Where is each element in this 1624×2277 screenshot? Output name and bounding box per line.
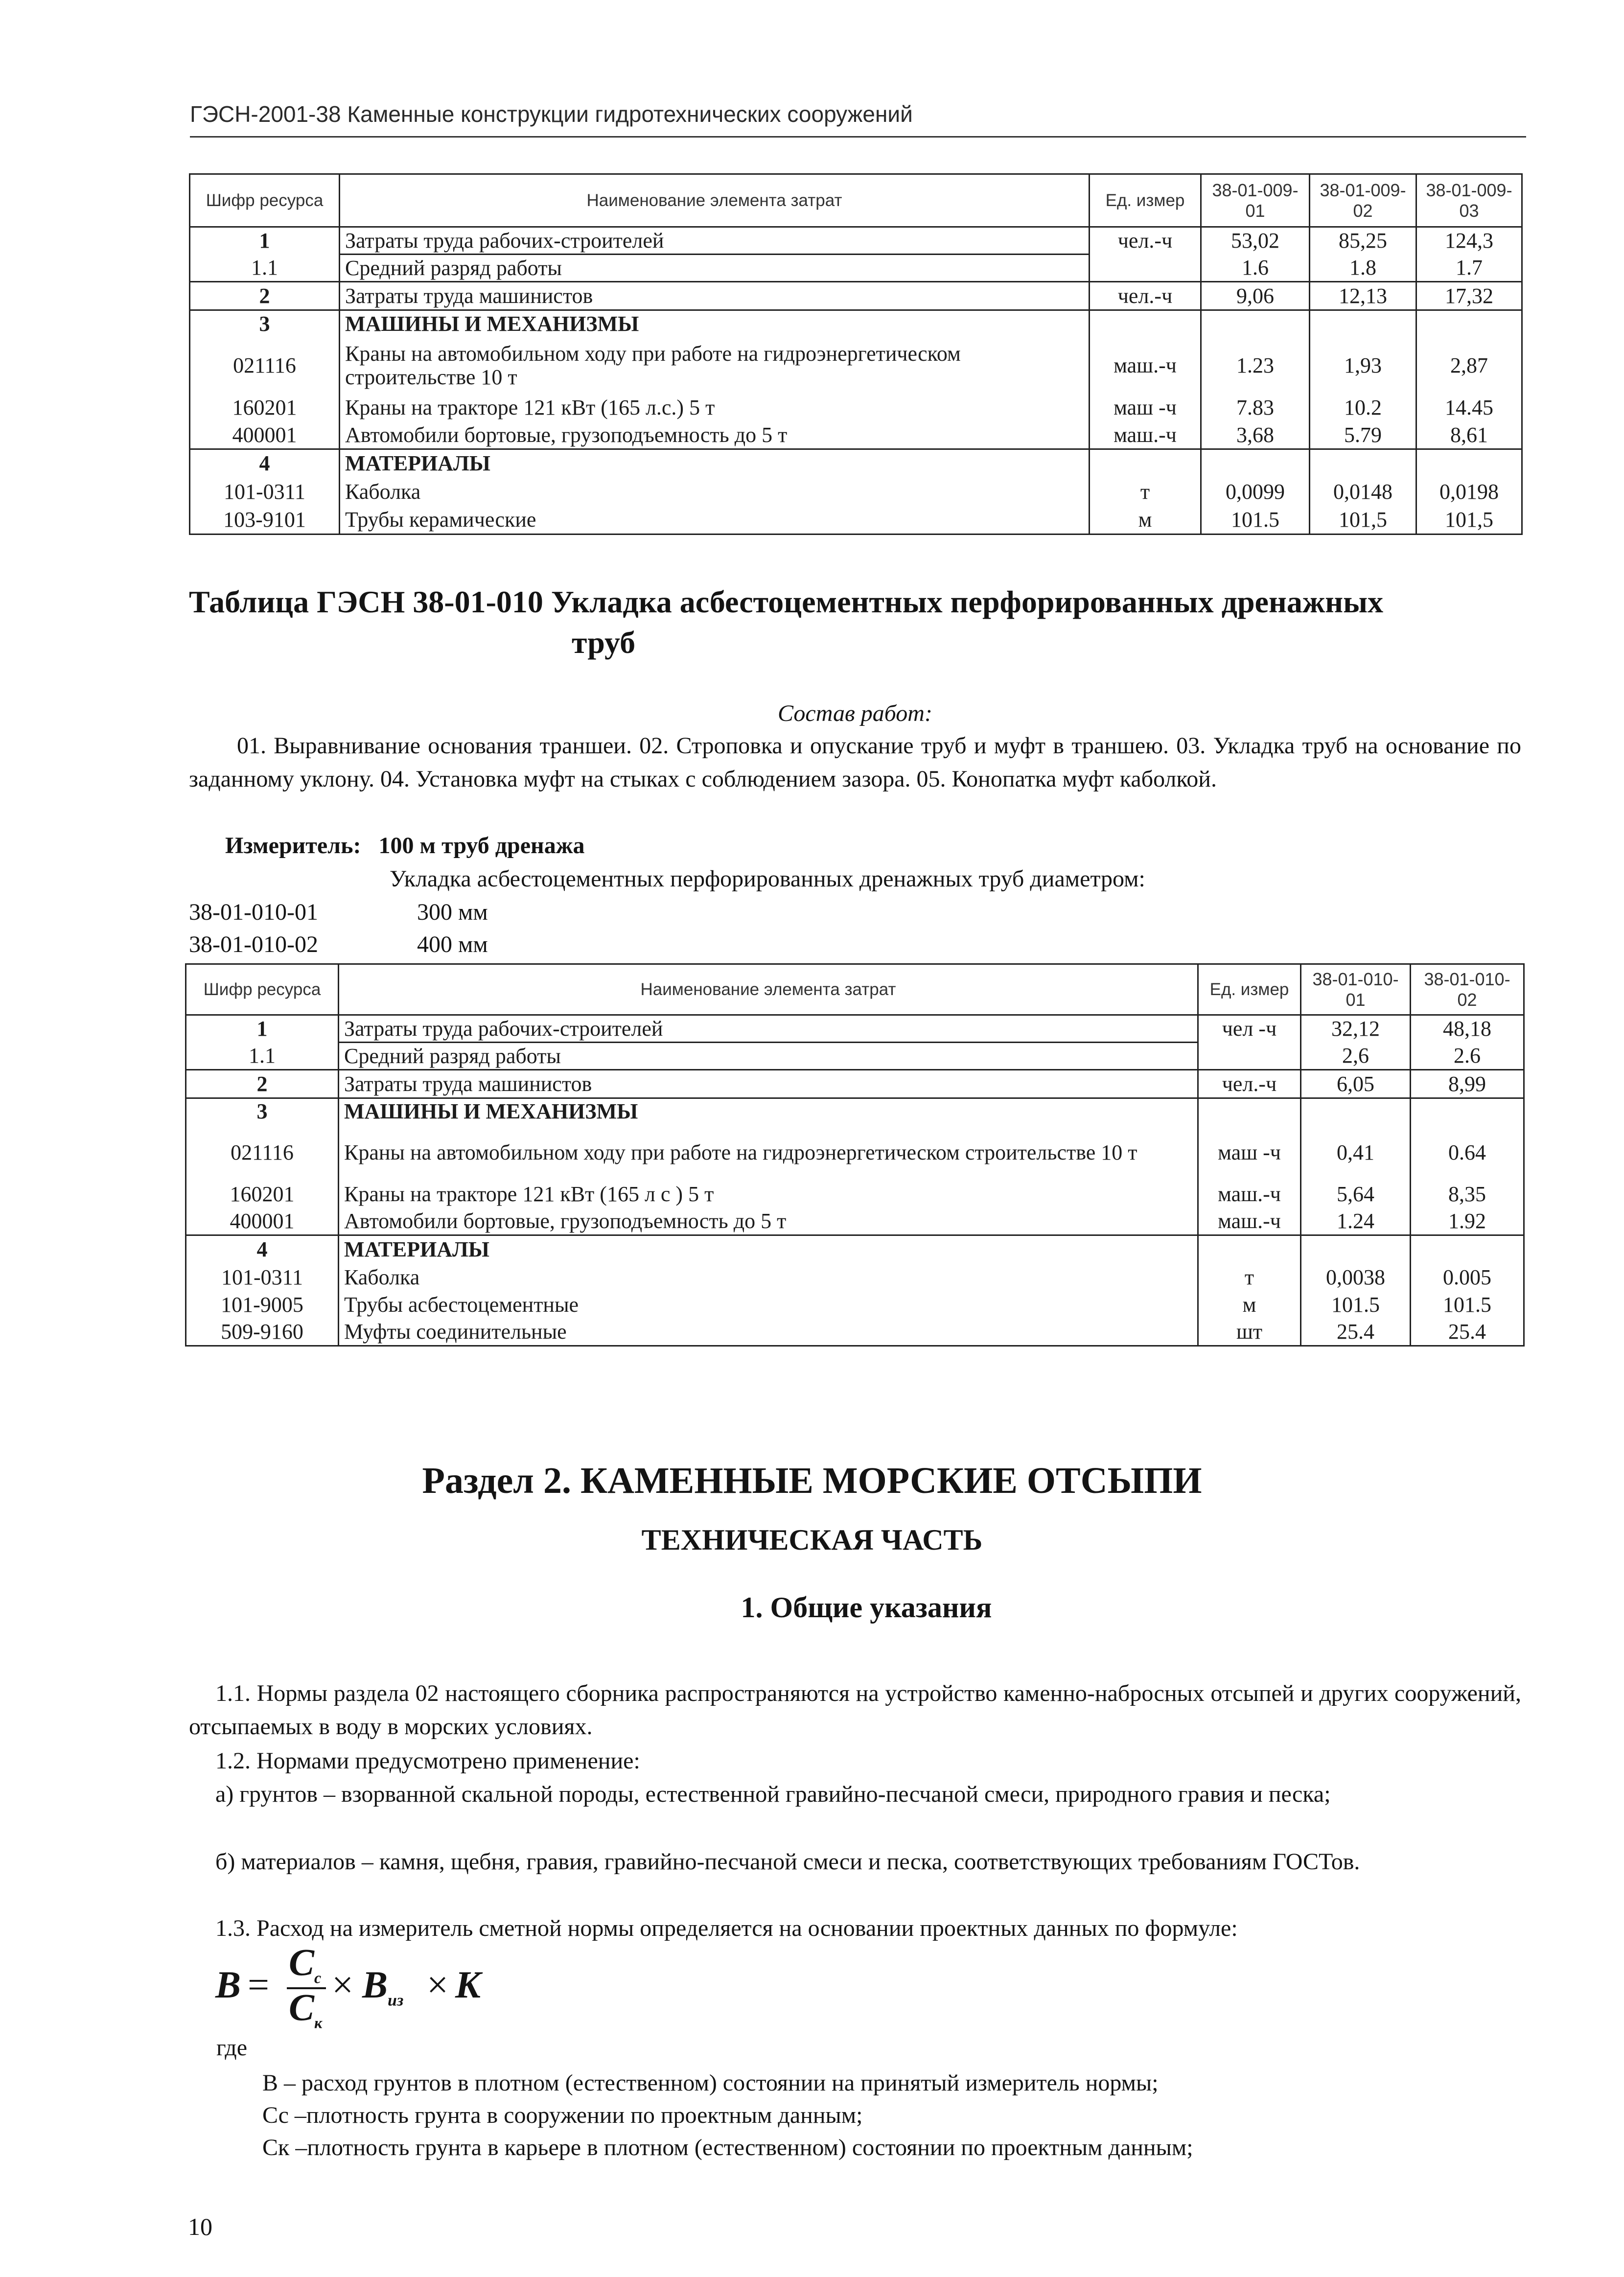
empty-cell xyxy=(1310,449,1416,478)
row-code: 400001 xyxy=(190,422,340,449)
empty-cell xyxy=(1198,1098,1301,1125)
row-value: 53,02 xyxy=(1201,227,1310,255)
row-code: 160201 xyxy=(186,1181,339,1208)
row-name: Краны на тракторе 121 кВт (165 л.с.) 5 т xyxy=(340,394,1090,422)
table-header-row xyxy=(190,174,1522,227)
row-value: 7.83 xyxy=(1201,394,1310,422)
row-name: Краны на автомобильном ходу при работе на гидроэнергетическом строительстве 10 т xyxy=(340,338,1090,394)
row-unit: шт xyxy=(1198,1319,1301,1346)
row-value: 25.4 xyxy=(1411,1319,1524,1346)
header-name: Наименование элемента затрат xyxy=(340,174,1090,227)
paragraph-b: б) материалов – камня, щебня, гравия, гравийно-песчаной смеси и песка, соответствующих требованиям ГОСТов. xyxy=(215,1849,1360,1875)
row-value: 9,06 xyxy=(1201,282,1310,310)
row-value: 1.6 xyxy=(1201,255,1310,282)
row-code: 021116 xyxy=(186,1125,339,1181)
row-name: Затраты труда машинистов xyxy=(339,1070,1198,1098)
formula-times: × xyxy=(427,1963,448,2006)
empty-cell xyxy=(1301,1098,1411,1125)
row-value: 1.24 xyxy=(1301,1208,1411,1235)
row-value: 8,35 xyxy=(1411,1181,1524,1208)
row-name: Краны на тракторе 121 кВт (165 л с ) 5 т xyxy=(339,1181,1198,1208)
row-name: Трубы асбестоцементные xyxy=(339,1291,1198,1319)
where-line: Ск –плотность грунта в карьере в плотном (естественном) состоянии по проектным данным; xyxy=(262,2135,1193,2161)
row-name: Муфты соединительные xyxy=(339,1319,1198,1346)
section-title: Раздел 2. КАМЕННЫЕ МОРСКИЕ ОТСЫПИ xyxy=(422,1460,1202,1501)
row-code: 101-0311 xyxy=(186,1264,339,1291)
row-value: 1,93 xyxy=(1310,338,1416,394)
row-code: 1.1 xyxy=(186,1043,339,1070)
row-unit: т xyxy=(1090,478,1201,506)
header-code: Шифр ресурса xyxy=(186,964,339,1015)
row-value: 0,0038 xyxy=(1301,1264,1411,1291)
section-subtitle: ТЕХНИЧЕСКАЯ ЧАСТЬ xyxy=(641,1524,983,1556)
row-value: 5.79 xyxy=(1310,422,1416,449)
row-value: 25.4 xyxy=(1301,1319,1411,1346)
formula-k: K xyxy=(455,1963,481,2006)
row-name: Каболка xyxy=(340,478,1090,506)
row-value: 8,61 xyxy=(1416,422,1522,449)
empty-cell xyxy=(1310,310,1416,338)
row-code: 101-0311 xyxy=(190,478,340,506)
row-name: Автомобили бортовые, грузоподъемность до 5 т xyxy=(339,1208,1198,1235)
table-row xyxy=(190,227,1522,255)
formula-lhs: B xyxy=(215,1963,241,2006)
row-code: 1.1 xyxy=(190,255,340,282)
section-label-machines: МАШИНЫ И МЕХАНИЗМЫ xyxy=(339,1098,1198,1125)
row-value: 0.64 xyxy=(1411,1125,1524,1181)
row-value: 2,87 xyxy=(1416,338,1522,394)
row-code: 3 xyxy=(190,310,340,338)
row-value: 5,64 xyxy=(1301,1181,1411,1208)
formula-num-symbol: C xyxy=(289,1941,315,1983)
row-unit: маш.-ч xyxy=(1198,1208,1301,1235)
variant-desc: 300 мм xyxy=(417,899,488,925)
empty-cell xyxy=(1301,1235,1411,1264)
variant-code: 38-01-010-01 xyxy=(189,899,318,925)
row-value: 0,0099 xyxy=(1201,478,1310,506)
header-unit: Ед. измер xyxy=(1198,964,1301,1015)
table-row xyxy=(190,422,1522,449)
header-col-009-03: 38-01-009-03 xyxy=(1416,174,1522,227)
formula-mid-symbol: B xyxy=(362,1963,388,2006)
row-code: 1 xyxy=(186,1015,339,1043)
row-unit: чел.-ч xyxy=(1198,1070,1301,1098)
paragraph-a: а) грунтов – взорванной скальной породы, естественной гравийно-песчаной смеси, природного гравия и песка; xyxy=(215,1781,1331,1807)
row-value: 1.8 xyxy=(1310,255,1416,282)
row-value: 85,25 xyxy=(1310,227,1416,255)
row-code: 160201 xyxy=(190,394,340,422)
section-label-machines: МАШИНЫ И МЕХАНИЗМЫ xyxy=(340,310,1090,338)
header-code: Шифр ресурса xyxy=(190,174,340,227)
header-unit: Ед. измер xyxy=(1090,174,1201,227)
works-description: 01. Выравнивание основания траншеи. 02. Строповка и опускание труб и муфт в траншею. 03. Укладка труб на основание по заданному уклону. 04. Установка муфт на стыках с соблюдением зазора. 05. Конопатка муфт каболкой. xyxy=(189,733,1521,792)
header-name: Наименование элемента затрат xyxy=(339,964,1198,1015)
row-unit: маш -ч xyxy=(1198,1125,1301,1181)
header-col-010-02: 38-01-010-02 xyxy=(1411,964,1524,1015)
header-col-009-01: 38-01-009-01 xyxy=(1201,174,1310,227)
row-value: 101.5 xyxy=(1411,1291,1524,1319)
variants-intro: Укладка асбестоцементных перфорированных дренажных труб диаметром: xyxy=(390,866,1145,892)
running-header: ГЭСН-2001-38 Каменные конструкции гидротехнических сооружений xyxy=(190,101,1526,138)
table-row xyxy=(186,1015,1524,1043)
empty-cell xyxy=(1416,310,1522,338)
formula-numerator xyxy=(289,1940,321,1987)
table-row xyxy=(186,1125,1524,1181)
formula-den-subscript: к xyxy=(314,2014,323,2032)
row-code: 101-9005 xyxy=(186,1291,339,1319)
row-value: 3,68 xyxy=(1201,422,1310,449)
empty-cell xyxy=(1411,1235,1524,1264)
works-heading: Состав работ: xyxy=(778,700,932,726)
table-row xyxy=(186,1208,1524,1235)
table-row xyxy=(190,255,1522,282)
row-value: 0,0198 xyxy=(1416,478,1522,506)
row-unit: чел.-ч xyxy=(1090,227,1201,255)
formula-den-symbol: C xyxy=(289,1986,315,2028)
row-value: 124,3 xyxy=(1416,227,1522,255)
row-unit: чел -ч xyxy=(1198,1015,1301,1043)
row-name: Трубы керамические xyxy=(340,506,1090,534)
empty-cell xyxy=(1090,449,1201,478)
table-row xyxy=(190,282,1522,310)
header-col-010-01: 38-01-010-01 xyxy=(1301,964,1411,1015)
row-unit xyxy=(1090,255,1201,282)
row-name: Средний разряд работы xyxy=(340,255,1090,282)
table-row xyxy=(190,449,1522,478)
table-caption-line2: труб xyxy=(572,625,636,660)
formula-num-subscript: c xyxy=(314,1969,322,1987)
row-value: 8,99 xyxy=(1411,1070,1524,1098)
paragraph-1-2: 1.2. Нормами предусмотрено применение: xyxy=(215,1748,640,1774)
row-unit: чел.-ч xyxy=(1090,282,1201,310)
row-unit: м xyxy=(1090,506,1201,534)
row-value: 32,12 xyxy=(1301,1015,1411,1043)
row-value: 17,32 xyxy=(1416,282,1522,310)
table-row xyxy=(186,1070,1524,1098)
table-row xyxy=(186,1264,1524,1291)
table-row xyxy=(186,1181,1524,1208)
table-row xyxy=(186,1043,1524,1070)
row-name: Средний разряд работы xyxy=(339,1043,1198,1070)
table-row xyxy=(190,310,1522,338)
row-value: 12,13 xyxy=(1310,282,1416,310)
row-name: Краны на автомобильном ходу при работе на гидроэнергетическом строительстве 10 т xyxy=(339,1125,1198,1181)
row-value: 0,0148 xyxy=(1310,478,1416,506)
empty-cell xyxy=(1201,449,1310,478)
section-heading: 1. Общие указания xyxy=(741,1591,992,1624)
row-value: 2,6 xyxy=(1301,1043,1411,1070)
row-value: 6,05 xyxy=(1301,1070,1411,1098)
meter-line xyxy=(225,829,585,862)
table-row xyxy=(186,1291,1524,1319)
row-unit: маш.-ч xyxy=(1198,1181,1301,1208)
variant-desc: 400 мм xyxy=(417,931,488,957)
table-row xyxy=(190,478,1522,506)
row-code: 4 xyxy=(186,1235,339,1264)
paragraph-1-3: 1.3. Расход на измеритель сметной нормы определяется на основании проектных данных по формуле: xyxy=(215,1915,1238,1941)
row-code: 4 xyxy=(190,449,340,478)
row-name: Затраты труда машинистов xyxy=(340,282,1090,310)
row-unit: маш -ч xyxy=(1090,394,1201,422)
where-line: В – расход грунтов в плотном (естественном) состоянии на принятый измеритель нормы; xyxy=(262,2070,1159,2096)
row-name: Затраты труда рабочих-строителей xyxy=(339,1015,1198,1043)
row-unit: т xyxy=(1198,1264,1301,1291)
formula-mid-subscript: из xyxy=(388,1991,404,2010)
empty-cell xyxy=(1416,449,1522,478)
row-unit: м xyxy=(1198,1291,1301,1319)
resource-table-38-01-009 xyxy=(189,173,1523,535)
empty-cell xyxy=(1201,310,1310,338)
row-value: 1.7 xyxy=(1416,255,1522,282)
table-row xyxy=(190,338,1522,394)
row-value: 14.45 xyxy=(1416,394,1522,422)
row-value: 101,5 xyxy=(1416,506,1522,534)
row-code: 2 xyxy=(190,282,340,310)
row-unit: маш.-ч xyxy=(1090,338,1201,394)
row-code: 1 xyxy=(190,227,340,255)
paragraph-1-1: 1.1. Нормы раздела 02 настоящего сборника распространяются на устройство каменно-набросных отсыпей и других сооружений, отсыпаемых в воду в морских условиях. xyxy=(189,1680,1521,1740)
row-value: 101.5 xyxy=(1301,1291,1411,1319)
meter-label: Измеритель: xyxy=(225,833,361,859)
row-name: Каболка xyxy=(339,1264,1198,1291)
row-code: 2 xyxy=(186,1070,339,1098)
formula-denominator xyxy=(289,1985,322,2032)
section-label-materials: МАТЕРИАЛЫ xyxy=(340,449,1090,478)
where-label: где xyxy=(216,2035,248,2061)
row-value: 1.23 xyxy=(1201,338,1310,394)
formula-mid xyxy=(362,1963,403,2010)
table-row xyxy=(190,506,1522,534)
row-value: 101,5 xyxy=(1310,506,1416,534)
row-unit xyxy=(1198,1043,1301,1070)
row-code: 021116 xyxy=(190,338,340,394)
table-caption xyxy=(189,581,1510,663)
row-value: 10.2 xyxy=(1310,394,1416,422)
table-row xyxy=(190,394,1522,422)
row-code: 400001 xyxy=(186,1208,339,1235)
row-value: 1.92 xyxy=(1411,1208,1524,1235)
formula-times: × xyxy=(332,1963,353,2006)
variant-code: 38-01-010-02 xyxy=(189,931,318,957)
row-value: 0,41 xyxy=(1301,1125,1411,1181)
table-row xyxy=(186,1235,1524,1264)
formula-equals: = xyxy=(248,1963,269,2006)
row-value: 0.005 xyxy=(1411,1264,1524,1291)
section-label-materials: МАТЕРИАЛЫ xyxy=(339,1235,1198,1264)
row-value: 2.6 xyxy=(1411,1043,1524,1070)
table-caption-line1: Таблица ГЭСН 38-01-010 Укладка асбестоцементных перфорированных дренажных xyxy=(189,584,1384,619)
row-unit: маш.-ч xyxy=(1090,422,1201,449)
empty-cell xyxy=(1411,1098,1524,1125)
row-name: Автомобили бортовые, грузоподъемность до 5 т xyxy=(340,422,1090,449)
row-code: 3 xyxy=(186,1098,339,1125)
row-value: 48,18 xyxy=(1411,1015,1524,1043)
row-code: 103-9101 xyxy=(190,506,340,534)
where-line: Сс –плотность грунта в сооружении по проектным данным; xyxy=(262,2102,863,2128)
table-row xyxy=(186,1098,1524,1125)
resource-table-38-01-010 xyxy=(185,963,1525,1347)
meter-value: 100 м труб дренажа xyxy=(378,833,585,859)
header-col-009-02: 38-01-009-02 xyxy=(1310,174,1416,227)
table-header-row xyxy=(186,964,1524,1015)
page-number: 10 xyxy=(188,2213,212,2240)
empty-cell xyxy=(1198,1235,1301,1264)
row-value: 101.5 xyxy=(1201,506,1310,534)
table-row xyxy=(186,1319,1524,1346)
row-code: 509-9160 xyxy=(186,1319,339,1346)
row-name: Затраты труда рабочих-строителей xyxy=(340,227,1090,255)
empty-cell xyxy=(1090,310,1201,338)
density-formula xyxy=(215,1943,607,2031)
